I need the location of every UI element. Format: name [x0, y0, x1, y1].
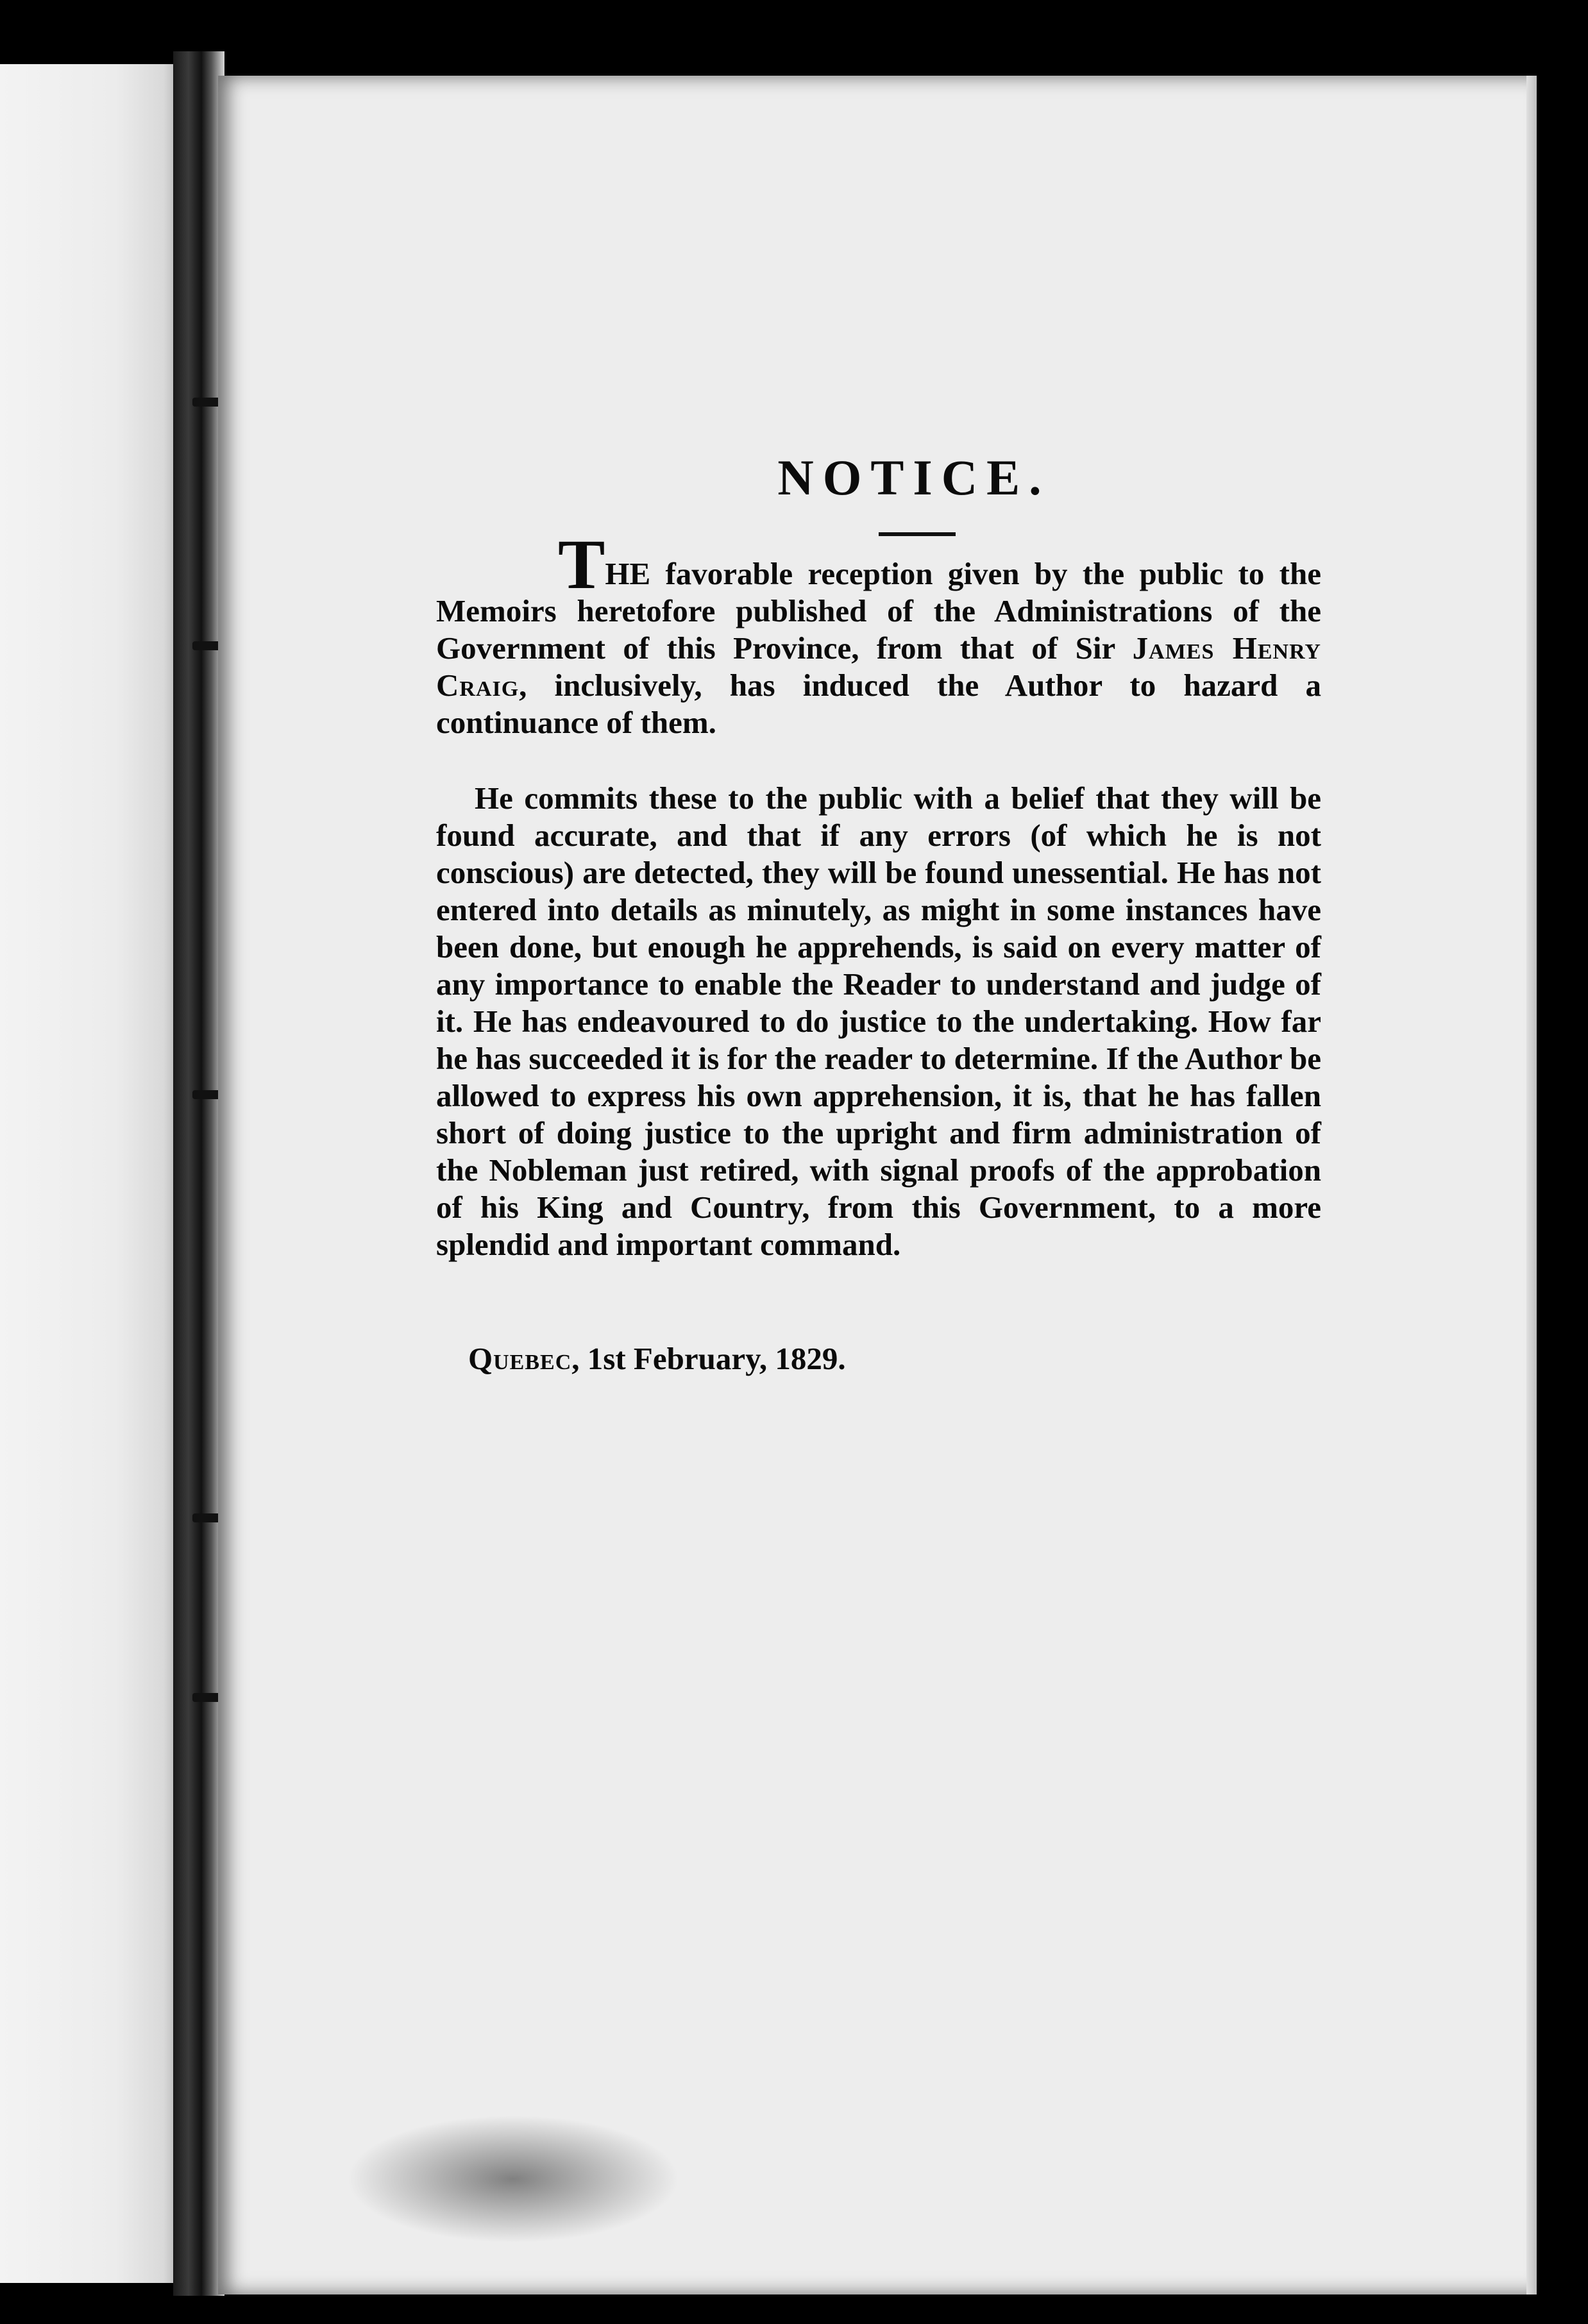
dateline-date: , 1st February, 1829.	[571, 1341, 846, 1376]
paragraph-2: He commits these to the public with a belief that they will be found accurate, and that if any errors (of which he is not conscious) are detected, they will be found unessential. He has not entered into details as minutely, as might in some instances have been done, but enough he apprehends, is said on every matter of any importance to enable the Reader to understand and judge of it. He has endeavoured to do justice to the undertaking. How far he has succeeded it is for the reader to determine. If the Author be allowed to express his own apprehension, it is, that he has fallen short of doing justice to the upright and firm administration of the Nobleman just retired, with signal proofs of the approbation of his King and Country, from this Government, to a more splendid and important command.	[436, 780, 1321, 1262]
dateline	[436, 1340, 1321, 1377]
paragraph-1	[436, 525, 1321, 741]
right-page-edge	[1526, 76, 1537, 2295]
dateline-place: Quebec	[468, 1341, 572, 1376]
binding-gutter	[173, 51, 224, 2296]
notice-title: NOTICE.	[777, 450, 1051, 505]
person-name: James Henry Craig	[436, 630, 1321, 703]
paragraph-1-rest: , inclusively, has induced the Author to hazard a continuance of them.	[436, 668, 1321, 740]
left-page-edge	[0, 64, 192, 2283]
stain	[346, 2115, 680, 2243]
title-rule	[879, 532, 956, 536]
notice-body	[436, 449, 1321, 1377]
paragraph-1-lead: HE favorable reception given by the public to the Memoirs heretofore published of the Administrations of the Government of this Province, from that of Sir	[436, 556, 1321, 666]
drop-cap: T	[558, 525, 605, 603]
